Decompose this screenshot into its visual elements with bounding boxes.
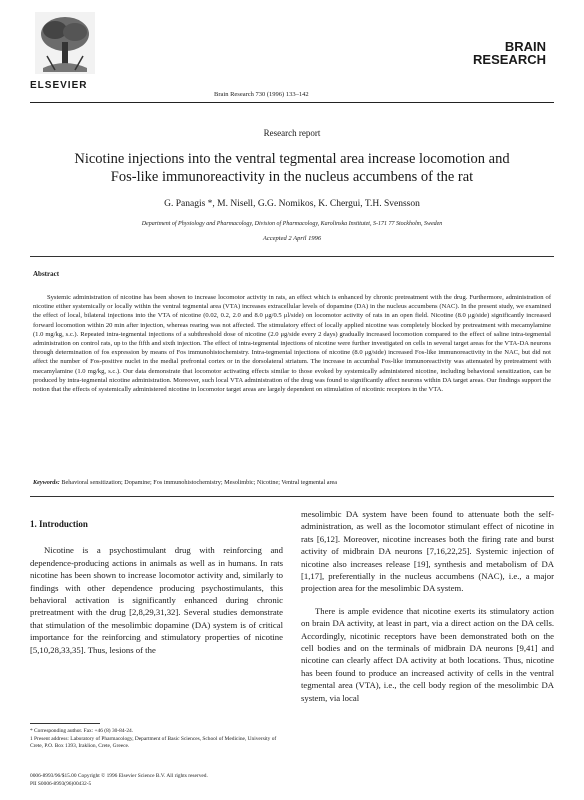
intro-paragraph-3: There is ample evidence that nicotine exerts its stimulatory action on brain DA activity, at least in part, via a direct action on the DA cells. Accordingly, nicotinic receptors have been demonstrated both on the cell bodies and on the terminals of midbrain DA neurons [9,41] and nicotine can clearly affect DA activity at both locations. Thus, nicotine has been found to produce an increased activity of cells in the ventral tegmental area (VTA), i.e., the cell body region of the mesolimbic DA system, via local — [301, 605, 554, 703]
abstract-body: Systemic administration of nicotine has been shown to increase locomotor activity in rats, an effect which is enhanced by chronic pretreatment with the drug. Furthermore, administration of nicotine either systemically or locally within the ventral tegmental area (VTA) increases extracellular levels of dopamine (DA) in the nucleus accumbens (NAC). In the present study, we examined the effect of local, bilateral injections into the VTA of nicotine (0.02, 0.2, 2.0 and 8.0 μg/0.5 μl/side) on locomotor activity of rats in an open field. Nicotine (8.0 μg/side) significantly increased forward locomotion within 20 min after injection, whereas rearing was not affected. The stimulatory effect of locally applied nicotine was completely blocked by pretreatment with mecamylamine (1.0 mg/kg, s.c.). Repeated intra-tegmental injections of a subthreshold dose of nicotine (2.0 μg/side every 2 days) gradually increased locomotion compared to the effect of saline intra-tegmental administration on control rats, up to the fifth and sixth injection. The effect of intra-tegmental injections of nicotine were further investigated on cells in several target areas for the VTA-DA neurons through determination of fos expression by means of Fos immunohistochemistry. Intra-tegmental injections of nicotine (8.0 μg/side) increased Fos-like immunoreactivity in the NAC, but did not affect the number of Fos-positive nuclei in the medial prefrontal cortex or in the dorsolateral striatum. The increase in accumbal Fos-like immunoreactivity was attenuated by pretreatment with mecamylamine (1.0 mg/kg, s.c.). Our data demonstrate that locomotor activating effects similar to those evoked by systemically administered nicotine, including behavioral sensitization, can be produced by intra-tegmental nicotine administration. Moreover, such local VTA administration of the drug was found to significantly affect neurons within DA target areas. Our findings support the notion that the effects of systemically administered nicotine in locomotor target areas are largely dependent on stimulation of nicotinic receptors in the VTA. — [33, 294, 551, 394]
keywords-text: Behavioral sensitization; Dopamine; Fos immunohistochemistry; Mesolimbic; Nicotine; Ventral tegmental area — [61, 479, 338, 486]
copyright-line: 0006-8993/96/$15.00 Copyright © 1996 Elsevier Science B.V. All rights reserved. — [30, 773, 208, 779]
intro-paragraph-1: Nicotine is a psychostimulant drug with reinforcing and dependence-producing actions in animals as well as in humans. In rats nicotine has been shown to increase locomotor activity and, similarly to findings with other dependence producing psychostimulants, this behavioral activation is significantly enhanced during chronic pretreatment with the drug [2,8,29,31,32]. Several studies demonstrate that stimulation of the mesolimbic dopamine (DA) system is of critical importance for the reinforcing and stimulatory properties of nicotine [5,10,28,33,35]. Thus, lesions of the — [30, 545, 283, 655]
footnote-corresponding: * Corresponding author. Fax: +46 (8) 30-84-24. — [30, 728, 134, 734]
elsevier-tree-icon — [35, 12, 95, 74]
section-label: Research report — [263, 128, 321, 138]
footnote-present-address: 1 Present address: Laboratory of Pharmacology, Department of Basic Sciences, School of Medicine, University of Crete, P.O. Box 1393, Iraklion, Crete, Greece. — [30, 735, 277, 749]
keywords-label: Keywords: — [33, 479, 60, 486]
elsevier-logo — [30, 12, 100, 91]
publisher-name: ELSEVIER — [30, 80, 88, 91]
brand-line-2: RESEARCH — [473, 52, 546, 67]
title-line-1: Nicotine injections into the ventral tegmental area increase locomotion and — [74, 151, 510, 167]
journal-brand — [473, 40, 546, 66]
pii-line: PII S0006-8993(96)00432-5 — [30, 780, 92, 787]
copyright-block — [30, 773, 554, 788]
article-title — [30, 150, 554, 186]
right-column — [301, 508, 554, 704]
title-line-2: Fos-like immunoreactivity in the nucleus accumbens of the rat — [110, 169, 474, 185]
introduction-heading: 1. Introduction — [30, 519, 88, 529]
keywords — [33, 479, 551, 486]
journal-citation: Brain Research 730 (1996) 133–142 — [214, 91, 309, 98]
header-divider — [30, 102, 554, 103]
intro-paragraph-2: mesolimbic DA system have been found to attenuate both the self-administration, as well as the locomotor stimulant effect of nicotine in rats [6,12]. Moreover, nicotine increases both the firing rate and burst activity of midbrain DA neurons [7,16,22,25]. Systemic injection of nicotine also increases release [19], synthesis and metabolism of DA [1,17], preferentially in the nucleus accumbens (NAC), i.e., a major projection area for the mesolimbic DA system. — [301, 509, 554, 594]
keywords-divider — [30, 496, 554, 497]
author-list: G. Panagis *, M. Nisell, G.G. Nomikos, K. Chergui, T.H. Svensson — [164, 199, 420, 209]
affiliation: Department of Physiology and Pharmacology, Division of Pharmacology, Karolinska Institutet, S-171 77 Stockholm, Sweden — [141, 221, 443, 227]
brand-line-1: BRAIN — [504, 39, 546, 54]
abstract-divider — [30, 256, 554, 257]
accepted-date: Accepted 2 April 1996 — [262, 235, 322, 242]
footnote-divider — [30, 723, 100, 724]
abstract-heading: Abstract — [33, 270, 60, 278]
footnotes — [30, 728, 283, 751]
left-column — [30, 518, 283, 656]
